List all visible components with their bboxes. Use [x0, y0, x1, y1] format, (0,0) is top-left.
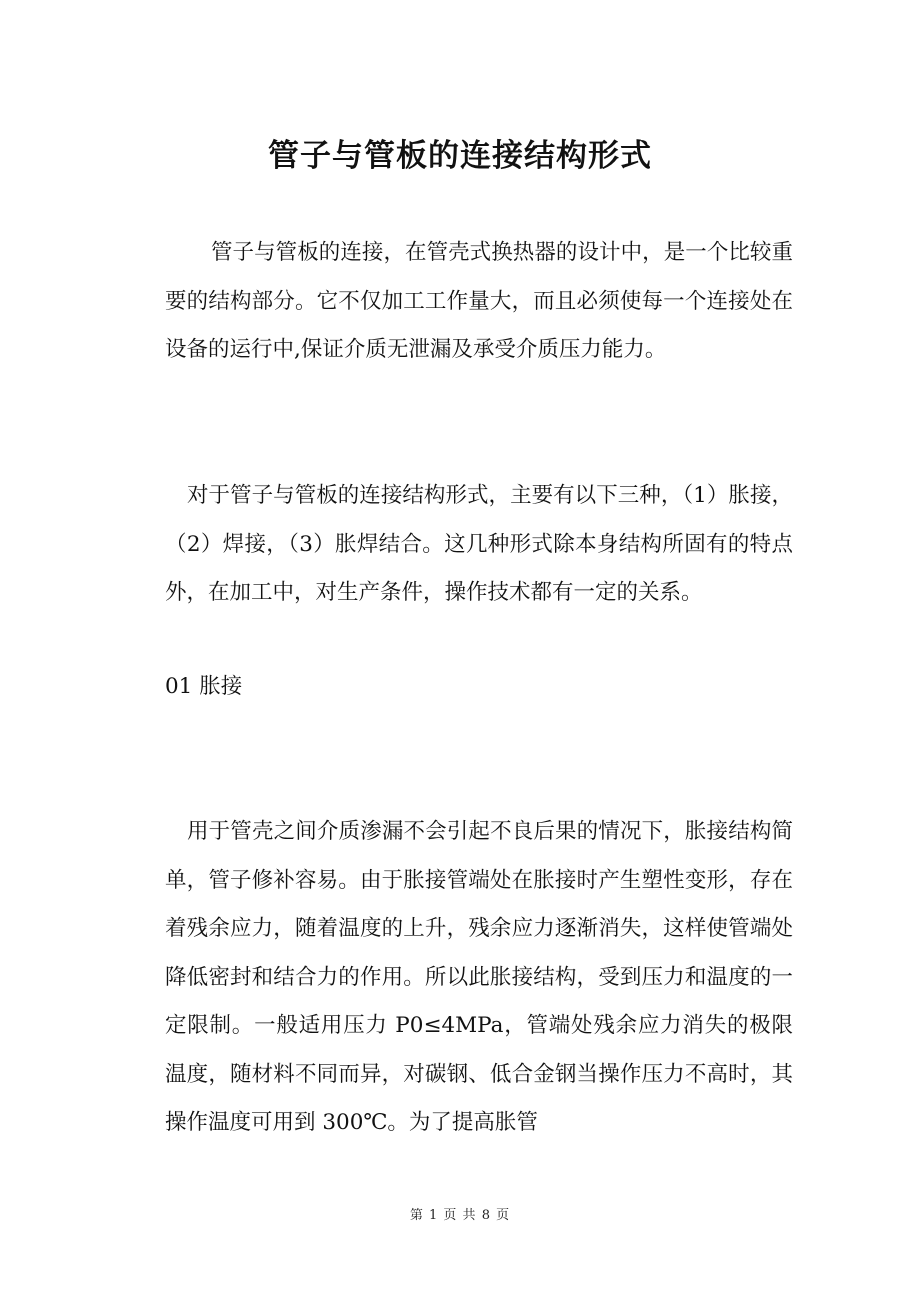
section-heading: 01 胀接: [165, 674, 243, 699]
intro-paragraph: 管子与管板的连接，在管壳式换热器的设计中，是一个比较重要的结构部分。它不仅加工工作量大，而且必须使每一个连接处在设备的运行中,保证介质无泄漏及承受介质压力能力。: [165, 240, 793, 362]
document-title: 管子与管板的连接结构形式: [268, 138, 652, 174]
connection-types-paragraph: 对于管子与管板的连接结构形式，主要有以下三种，（1）胀接，（2）焊接，（3）胀焊结合。这几种形式除本身结构所固有的特点外，在加工中，对生产条件，操作技术都有一定的关系。: [165, 483, 793, 605]
section-paragraph: 用于管壳之间介质渗漏不会引起不良后果的情况下，胀接结构简单，管子修补容易。由于胀接管端处在胀接时产生塑性变形，存在着残余应力，随着温度的上升，残余应力逐渐消失，这样使管端处降低密封和结合力的作用。所以此胀接结构，受到压力和温度的一定限制。一般适用压力 P0≤4MPa，管端处残余应力消失的极限温度，随材料不同而异，对碳钢、低合金钢当操作压力不高时，其操作温度可用到 300℃。为了提高胀管: [165, 819, 793, 1135]
page-footer: 第 1 页 共 8 页: [409, 1208, 511, 1223]
